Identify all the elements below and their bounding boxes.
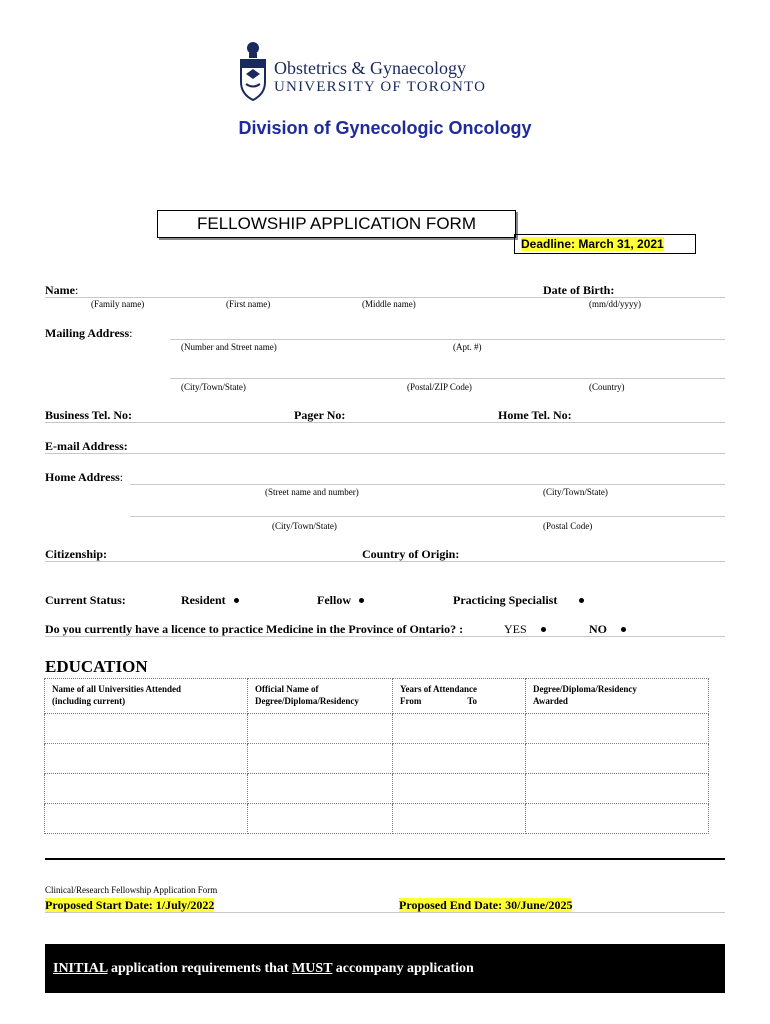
form-title: FELLOWSHIP APPLICATION FORM xyxy=(197,214,476,233)
hint-dob-format: (mm/dd/yyyy) xyxy=(589,299,641,309)
licence-no-option[interactable]: NO xyxy=(589,622,626,637)
country-origin-label: Country of Origin: xyxy=(362,547,460,561)
dob-input[interactable] xyxy=(625,282,725,296)
education-title: EDUCATION xyxy=(45,657,148,676)
hint-home-postal: (Postal Code) xyxy=(543,521,593,531)
pager-label: Pager No: xyxy=(294,408,346,422)
col-awarded: Degree/Diploma/Residency Awarded xyxy=(526,679,709,714)
pager-input[interactable] xyxy=(352,406,492,420)
hint-first-name: (First name) xyxy=(226,299,271,309)
mailing-address-input[interactable] xyxy=(170,324,725,338)
email-label: E-mail Address: xyxy=(45,439,128,453)
deadline-text: Deadline: March 31, 2021 xyxy=(521,237,664,251)
table-cell[interactable] xyxy=(526,714,709,744)
col-years: Years of Attendance From To xyxy=(393,679,526,714)
home-tel-label: Home Tel. No: xyxy=(498,408,572,422)
status-fellow-option[interactable]: Fellow xyxy=(317,593,364,608)
no-bullet-icon[interactable] xyxy=(621,627,626,632)
current-status-label: Current Status: xyxy=(45,593,126,607)
fellow-bullet-icon[interactable] xyxy=(359,598,364,603)
hint-country: (Country) xyxy=(589,382,625,392)
table-cell[interactable] xyxy=(393,744,526,774)
home-tel-input[interactable] xyxy=(580,406,725,420)
table-cell[interactable] xyxy=(393,804,526,834)
department-name: Obstetrics & Gynaecology xyxy=(274,58,466,78)
yes-bullet-icon[interactable] xyxy=(541,627,546,632)
table-row xyxy=(45,744,709,774)
business-tel-label: Business Tel. No: xyxy=(45,408,133,422)
phone-line xyxy=(45,422,725,423)
table-cell[interactable] xyxy=(248,714,393,744)
hint-apt: (Apt. #) xyxy=(453,342,482,352)
table-cell[interactable] xyxy=(248,774,393,804)
table-cell[interactable] xyxy=(248,804,393,834)
hint-postal: (Postal/ZIP Code) xyxy=(407,382,472,392)
col-universities: Name of all Universities Attended (including current) xyxy=(45,679,248,714)
form-title-box xyxy=(157,210,516,238)
email-input[interactable] xyxy=(135,437,725,451)
table-cell[interactable] xyxy=(45,714,248,744)
name-input[interactable] xyxy=(80,282,530,296)
licence-question: Do you currently have a licence to practice Medicine in the Province of Ontario? : xyxy=(45,622,464,636)
education-table xyxy=(44,678,709,834)
citizenship-input[interactable] xyxy=(115,545,355,559)
hint-home-city: (City/Town/State) xyxy=(543,487,608,497)
table-cell[interactable] xyxy=(45,774,248,804)
requirements-banner xyxy=(45,944,725,993)
col-official-name: Official Name of Degree/Diploma/Residency xyxy=(248,679,393,714)
name-label: Name: xyxy=(45,283,79,297)
table-cell[interactable] xyxy=(45,804,248,834)
proposed-end-date: Proposed End Date: 30/June/2025 xyxy=(399,898,573,912)
hint-street: (Number and Street name) xyxy=(181,342,277,352)
hint-home-street: (Street name and number) xyxy=(265,487,359,497)
business-tel-input[interactable] xyxy=(140,406,290,420)
university-crest-icon xyxy=(238,40,268,102)
specialist-bullet-icon[interactable] xyxy=(579,598,584,603)
hint-city: (City/Town/State) xyxy=(181,382,246,392)
table-row xyxy=(45,714,709,744)
hint-middle-name: (Middle name) xyxy=(362,299,416,309)
resident-bullet-icon[interactable] xyxy=(234,598,239,603)
table-cell[interactable] xyxy=(526,744,709,774)
home-line-2 xyxy=(130,516,725,517)
table-cell[interactable] xyxy=(393,774,526,804)
table-cell[interactable] xyxy=(526,804,709,834)
table-row xyxy=(45,774,709,804)
table-cell[interactable] xyxy=(248,744,393,774)
mailing-line-1 xyxy=(170,339,725,340)
name-line xyxy=(45,297,725,298)
home-address-label: Home Address: xyxy=(45,470,124,484)
country-origin-input[interactable] xyxy=(470,545,725,559)
hint-family-name: (Family name) xyxy=(91,299,145,309)
hint-home-city-2: (City/Town/State) xyxy=(272,521,337,531)
status-specialist-option[interactable]: Practicing Specialist xyxy=(453,593,584,608)
footer-divider xyxy=(45,858,725,860)
deadline-box xyxy=(514,234,696,254)
table-cell[interactable] xyxy=(393,714,526,744)
citizenship-line xyxy=(45,561,725,562)
table-cell[interactable] xyxy=(45,744,248,774)
licence-line xyxy=(45,636,725,637)
citizenship-label: Citizenship: xyxy=(45,547,108,561)
dates-line xyxy=(45,912,725,913)
email-line xyxy=(45,453,725,454)
mailing-line-2 xyxy=(170,378,725,379)
dob-label: Date of Birth: xyxy=(543,283,615,297)
education-header-row xyxy=(45,679,709,714)
table-row xyxy=(45,804,709,834)
footer-form-name: Clinical/Research Fellowship Application Form xyxy=(45,885,218,895)
table-cell[interactable] xyxy=(526,774,709,804)
university-name: UNIVERSITY OF TORONTO xyxy=(274,79,487,95)
mailing-address-label: Mailing Address: xyxy=(45,326,133,340)
proposed-start-date: Proposed Start Date: 1/July/2022 xyxy=(45,898,215,912)
requirements-banner-text: INITIAL application requirements that MUST accompany application xyxy=(53,961,474,976)
status-resident-option[interactable]: Resident xyxy=(181,593,239,608)
home-line-1 xyxy=(130,484,725,485)
licence-yes-option[interactable]: YES xyxy=(504,622,546,637)
division-title: Division of Gynecologic Oncology xyxy=(238,118,532,138)
home-address-input[interactable] xyxy=(130,468,725,482)
